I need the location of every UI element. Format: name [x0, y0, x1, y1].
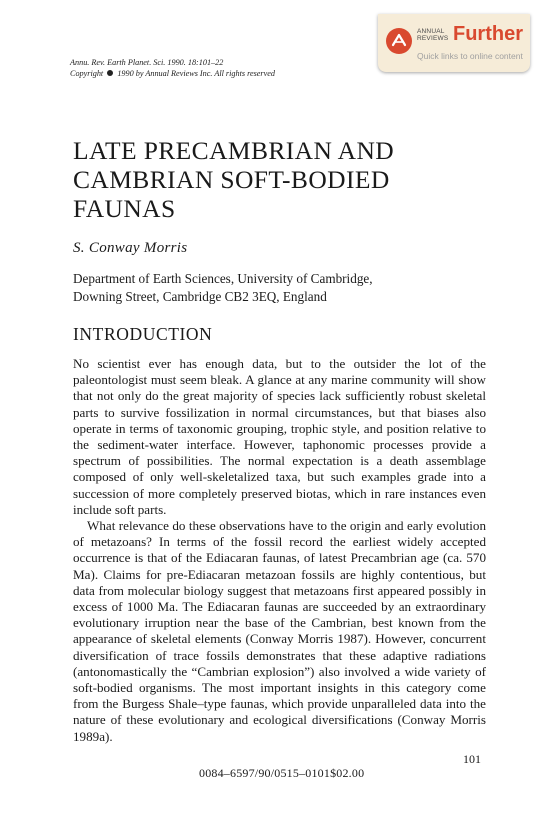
article-author: S. Conway Morris [73, 240, 188, 256]
copyright-symbol-icon [107, 70, 113, 76]
article-body [73, 356, 486, 745]
paragraph-1: No scientist ever has enough data, but to the outsider the lot of the paleontologist must seem bleak. A glance at any marine community will show that not only do the great majority of species lack sufficiently robust skeletal parts to survive fossilization in normal circumstances, but that biases also operate in terms of taxonomic grouping, trophic style, and position relative to the sediment-water interface. However, taphonomic processes provide a spectrum of possibilities. The normal expectation is a death assemblage composed of only well-skeletalized taxa, but such examples grade into a succession of more completely preserved biotas, which in rare instances even include soft parts. [73, 356, 486, 517]
paragraph-2: What relevance do these observations have to the origin and early evolution of metazoans? In terms of the fossil record the earliest widely accepted occurrence is that of the Ediacaran faunas, of latest Precambrian age (ca. 570 Ma). Claims for pre-Ediacaran metazoan fossils are highly contentious, but data from molecular biology suggest that metazoans first appeared possibly in excess of 1000 Ma. The Ediacaran faunas are succeeded by an extraordinary evolutionary irruption near the base of the Cambrian, best known from the appearance of skeletal elements (Conway Morris 1987). However, concurrent diversification of trace fossils demonstrates that these adaptive radiations (antonomastically the “Cambrian explosion”) also involved a wide variety of soft-bodied organisms. The most important insights in this category come from the Burgess Shale–type faunas, which provide unparalleled data into the nature of these evolutionary and ecological diversifications (Conway Morris 1989a). [73, 518, 486, 744]
quick-links-label: Quick links to online content [417, 51, 523, 61]
annual-reviews-wordmark [417, 28, 448, 42]
article-code: 0084–6597/90/0515–0101$02.00 [199, 766, 365, 780]
page-number: 101 [463, 752, 481, 766]
copyright-label: Copyright [70, 69, 104, 78]
annual-word: ANNUAL [417, 28, 445, 35]
citation-line-1: Annu. Rev. Earth Planet. Sci. 1990. 18:101–22 [70, 58, 224, 67]
author-affiliation: Department of Earth Sciences, University of Cambridge, Downing Street, Cambridge CB2 3EQ, England [73, 271, 373, 304]
citation-line-2 [70, 68, 275, 79]
journal-citation [70, 57, 275, 79]
annual-reviews-further-badge[interactable] [378, 14, 530, 72]
further-label: Further [453, 23, 523, 45]
copyright-text: 1990 by Annual Reviews Inc. All rights reserved [117, 69, 275, 78]
reviews-word: REVIEWS [417, 35, 449, 42]
annual-reviews-logo-icon [386, 28, 412, 54]
article-title: LATE PRECAMBRIAN AND CAMBRIAN SOFT-BODIED FAUNAS [73, 136, 395, 223]
section-heading: INTRODUCTION [73, 324, 213, 344]
